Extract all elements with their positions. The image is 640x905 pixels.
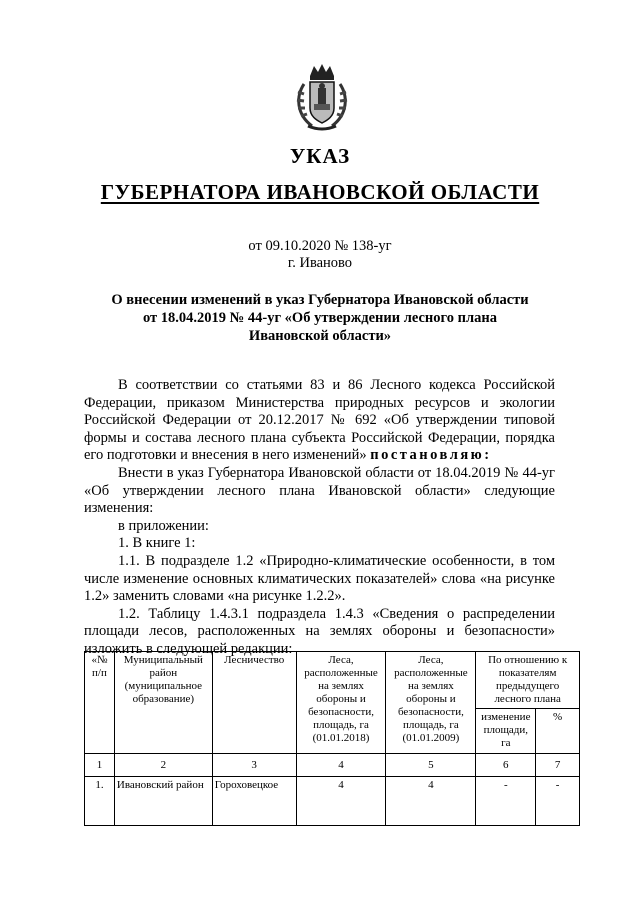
- header-area-2018: Леса, расположенные на землях обороны и безопасности, площадь, га (01.01.2018): [296, 652, 386, 754]
- table-header-row: [85, 652, 580, 709]
- header-num: «№ п/п: [85, 652, 115, 754]
- issuer-title: [0, 180, 640, 205]
- document-subject: [80, 291, 560, 345]
- header-comparison-group: По отношению к показателям предыдущего лесного плана: [476, 652, 580, 709]
- decree-word: постановляю: [370, 447, 485, 464]
- preamble-text: В соответствии со статьями 83 и 86 Лесного кодекса Российской Федерации, приказом Министерства природных ресурсов и экологии Российской Федерации от 20.12.2017 № 692 «Об утверждении типовой формы и состава лесного плана субъекта Российской Федерации, порядка его подготовки и внесения в него изменений»: [84, 377, 555, 464]
- header-percent: %: [536, 709, 580, 754]
- col-number: 4: [296, 754, 386, 777]
- subject-line-1: О внесении изменений в указ Губернатора Ивановской области: [111, 292, 529, 308]
- col-number: 5: [386, 754, 476, 777]
- row-change: -: [476, 777, 536, 826]
- document-body: [84, 377, 555, 659]
- city: г. Иваново: [287, 255, 353, 271]
- date-line: [0, 238, 640, 272]
- table-column-numbers-row: [85, 754, 580, 777]
- issuer-title-text: ГУБЕРНАТОРА ИВАНОВСКОЙ ОБЛАСТИ: [100, 180, 540, 204]
- date-number: от 09.10.2020 № 138-уг: [248, 238, 392, 254]
- header-district: Муниципальный район (муниципальное образование): [114, 652, 212, 754]
- row-percent: -: [536, 777, 580, 826]
- row-forestry: Гороховецкое: [212, 777, 296, 826]
- row-area-2009: 4: [386, 777, 476, 826]
- col-number: 3: [212, 754, 296, 777]
- coat-of-arms-emblem: [290, 62, 354, 134]
- document-type-title: УКАЗ: [289, 144, 351, 168]
- header-area-2009: Леса, расположенные на землях обороны и безопасности, площадь, га (01.01.2009): [386, 652, 476, 754]
- row-district: Ивановский район: [114, 777, 212, 826]
- col-number: 2: [114, 754, 212, 777]
- paragraph-1-2: 1.2. Таблицу 1.4.3.1 подраздела 1.4.3 «Сведения о распределении площади лесов, расположенных на землях обороны и безопасности» изложить в следующей редакции:: [84, 605, 555, 657]
- paragraph-appendix: в приложении:: [118, 517, 209, 534]
- decree-colon: :: [484, 447, 490, 464]
- col-number: 1: [85, 754, 115, 777]
- paragraph-1-1: 1.1. В подразделе 1.2 «Природно-климатические особенности, в том числе изменение основных климатических показателей» слова «на рисунке 1.2» заменить словами «на рисунке 1.2.2».: [84, 552, 555, 605]
- col-number: 7: [536, 754, 580, 777]
- header-forestry: Лесничество: [212, 652, 296, 754]
- paragraph-preamble: [84, 377, 555, 465]
- paragraph-book1: 1. В книге 1:: [118, 535, 196, 552]
- table-row: [85, 777, 580, 826]
- header-change: изменение площади, га: [476, 709, 536, 754]
- subject-line-3: Ивановской области»: [248, 328, 392, 344]
- forest-area-table: [84, 651, 580, 826]
- row-area-2018: 4: [296, 777, 386, 826]
- col-number: 6: [476, 754, 536, 777]
- subject-line-2: от 18.04.2019 № 44-уг «Об утверждении лесного плана: [143, 310, 497, 326]
- row-num: 1.: [85, 777, 115, 826]
- paragraph-amend: Внести в указ Губернатора Ивановской области от 18.04.2019 № 44-уг «Об утверждении лесного плана Ивановской области» следующие изменения:: [84, 464, 555, 517]
